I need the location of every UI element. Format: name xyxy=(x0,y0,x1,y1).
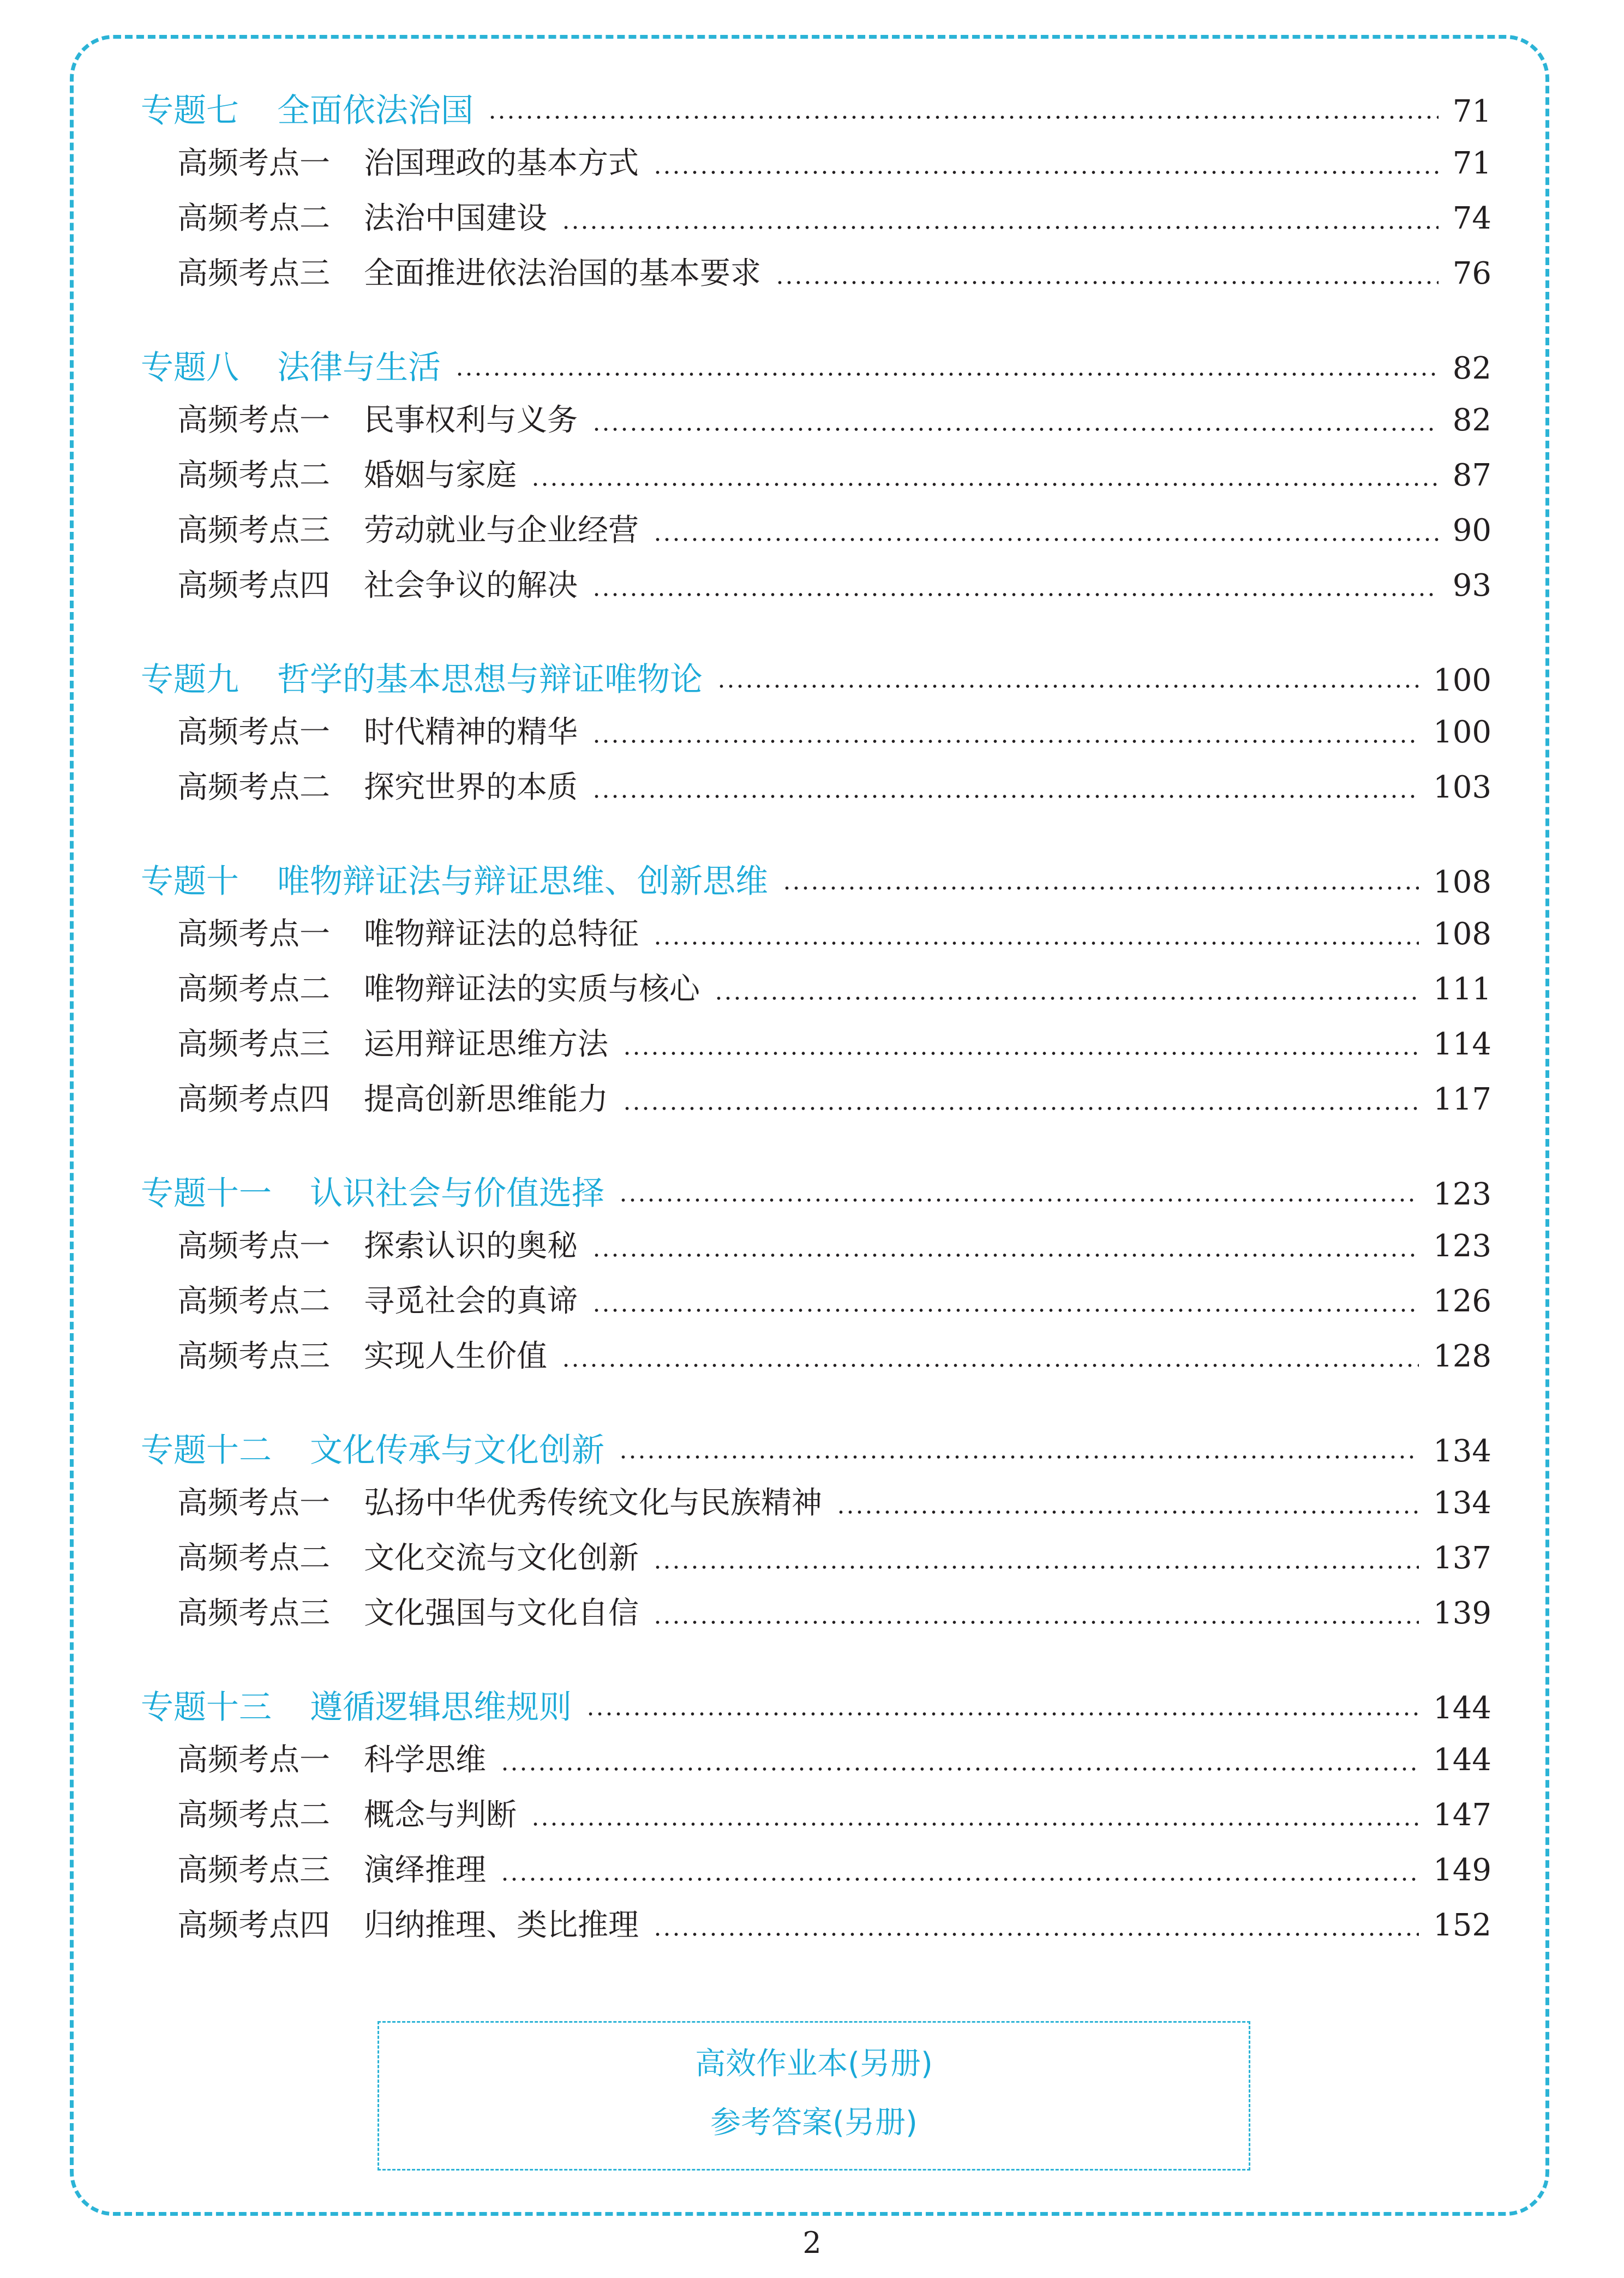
dot-leader xyxy=(592,593,1439,596)
point-id: 高频考点一 xyxy=(177,715,330,750)
point-title: 弘扬中华优秀传统文化与民族精神 xyxy=(364,1485,822,1521)
point-id: 高频考点二 xyxy=(177,770,330,805)
toc-point[interactable] xyxy=(141,1332,1491,1387)
toc-topic[interactable] xyxy=(141,341,1491,396)
toc-point[interactable] xyxy=(141,396,1491,451)
toc-topic[interactable] xyxy=(141,1681,1491,1736)
toc-point[interactable] xyxy=(141,506,1491,561)
point-title: 社会争议的解决 xyxy=(364,568,578,603)
point-id: 高频考点四 xyxy=(177,1908,330,1943)
point-title: 时代精神的精华 xyxy=(364,715,578,750)
toc-point[interactable] xyxy=(141,1020,1491,1075)
point-page: 71 xyxy=(1452,146,1491,181)
point-id: 高频考点一 xyxy=(177,146,330,181)
topic-title: 认识社会与价值选择 xyxy=(310,1174,604,1213)
point-page: 152 xyxy=(1433,1908,1491,1943)
point-title: 归纳推理、类比推理 xyxy=(364,1908,639,1943)
table-of-contents xyxy=(141,85,1491,1956)
toc-point[interactable] xyxy=(141,1479,1491,1534)
toc-point[interactable] xyxy=(141,1277,1491,1332)
topic-id: 专题十三 xyxy=(141,1688,272,1727)
point-title: 寻觅社会的真谛 xyxy=(364,1284,578,1319)
dot-leader xyxy=(500,1878,1419,1881)
point-title: 劳动就业与企业经营 xyxy=(364,513,639,548)
point-title: 文化交流与文化创新 xyxy=(364,1540,639,1576)
dot-leader xyxy=(488,116,1439,119)
toc-point[interactable] xyxy=(141,1589,1491,1644)
point-title: 提高创新思维能力 xyxy=(364,1082,608,1117)
point-page: 74 xyxy=(1452,201,1491,236)
point-id: 高频考点一 xyxy=(177,916,330,952)
point-id: 高频考点二 xyxy=(177,1284,330,1319)
topic-id: 专题七 xyxy=(141,92,239,130)
toc-point[interactable] xyxy=(141,139,1491,194)
toc-point[interactable] xyxy=(141,1846,1491,1901)
topic-id: 专题八 xyxy=(141,349,239,387)
point-title: 科学思维 xyxy=(364,1742,486,1778)
dot-leader xyxy=(531,483,1439,486)
topic-page: 144 xyxy=(1433,1690,1491,1726)
point-id: 高频考点一 xyxy=(177,1742,330,1778)
point-page: 134 xyxy=(1433,1485,1491,1521)
dot-leader xyxy=(455,373,1439,376)
point-page: 76 xyxy=(1452,256,1491,291)
point-page: 139 xyxy=(1433,1596,1491,1631)
dot-leader xyxy=(592,1254,1419,1257)
point-page: 111 xyxy=(1433,972,1491,1007)
toc-point[interactable] xyxy=(141,965,1491,1020)
dot-leader xyxy=(653,942,1419,945)
supplement-answers: 参考答案(另册) xyxy=(710,2105,918,2141)
point-id: 高频考点一 xyxy=(177,1485,330,1521)
point-title: 探究世界的本质 xyxy=(364,770,578,805)
point-title: 演绎推理 xyxy=(364,1853,486,1888)
page-number: 2 xyxy=(802,2226,822,2260)
topic-page: 82 xyxy=(1452,351,1491,386)
point-id: 高频考点二 xyxy=(177,972,330,1007)
point-page: 93 xyxy=(1452,568,1491,603)
point-page: 126 xyxy=(1433,1284,1491,1319)
dot-leader xyxy=(592,740,1419,743)
supplement-workbook: 高效作业本(另册) xyxy=(695,2046,933,2082)
dot-leader xyxy=(622,1107,1419,1110)
toc-point[interactable] xyxy=(141,1534,1491,1589)
toc-point[interactable] xyxy=(141,910,1491,965)
point-title: 运用辩证思维方法 xyxy=(364,1027,608,1062)
point-id: 高频考点一 xyxy=(177,1228,330,1264)
point-page: 90 xyxy=(1452,513,1491,548)
point-page: 117 xyxy=(1433,1082,1491,1117)
dot-leader xyxy=(592,428,1439,431)
toc-topic[interactable] xyxy=(141,85,1491,139)
point-title: 婚姻与家庭 xyxy=(364,458,517,493)
toc-topic[interactable] xyxy=(141,855,1491,910)
toc-topic[interactable] xyxy=(141,1167,1491,1222)
point-page: 108 xyxy=(1433,916,1491,952)
dot-leader xyxy=(653,538,1439,541)
point-page: 100 xyxy=(1433,715,1491,750)
point-id: 高频考点一 xyxy=(177,403,330,438)
point-page: 149 xyxy=(1433,1853,1491,1888)
dot-leader xyxy=(592,1309,1419,1312)
topic-page: 134 xyxy=(1433,1434,1491,1469)
dot-leader xyxy=(500,1767,1419,1771)
point-page: 82 xyxy=(1452,403,1491,438)
point-page: 147 xyxy=(1433,1797,1491,1833)
point-page: 103 xyxy=(1433,770,1491,805)
topic-page: 123 xyxy=(1433,1177,1491,1212)
dot-leader xyxy=(653,1933,1419,1936)
topic-title: 全面依法治国 xyxy=(277,92,474,130)
topic-page: 71 xyxy=(1452,94,1491,129)
dot-leader xyxy=(592,795,1419,798)
point-id: 高频考点三 xyxy=(177,256,330,291)
point-id: 高频考点二 xyxy=(177,1797,330,1833)
point-id: 高频考点三 xyxy=(177,1853,330,1888)
dot-leader xyxy=(782,886,1419,890)
topic-id: 专题十一 xyxy=(141,1174,272,1213)
dot-leader xyxy=(775,281,1439,284)
dot-leader xyxy=(622,1052,1419,1055)
topic-title: 法律与生活 xyxy=(277,349,441,387)
point-title: 民事权利与义务 xyxy=(364,403,578,438)
toc-topic[interactable] xyxy=(141,654,1491,708)
point-page: 123 xyxy=(1433,1228,1491,1264)
toc-topic[interactable] xyxy=(141,1424,1491,1479)
point-id: 高频考点二 xyxy=(177,201,330,236)
point-title: 实现人生价值 xyxy=(364,1339,547,1374)
toc-point[interactable] xyxy=(141,1791,1491,1846)
topic-id: 专题十二 xyxy=(141,1431,272,1470)
point-id: 高频考点三 xyxy=(177,1339,330,1374)
toc-point[interactable] xyxy=(141,763,1491,818)
topic-id: 专题十 xyxy=(141,862,239,901)
point-title: 唯物辩证法的实质与核心 xyxy=(364,972,700,1007)
toc-point[interactable] xyxy=(141,1075,1491,1130)
dot-leader xyxy=(619,1198,1419,1202)
point-page: 114 xyxy=(1433,1027,1491,1062)
point-page: 87 xyxy=(1452,458,1491,493)
topic-title: 哲学的基本思想与辩证唯物论 xyxy=(277,661,703,699)
dot-leader xyxy=(561,1364,1419,1367)
point-title: 概念与判断 xyxy=(364,1797,517,1833)
topic-page: 108 xyxy=(1433,865,1491,900)
point-id: 高频考点三 xyxy=(177,1027,330,1062)
dot-leader xyxy=(653,1621,1419,1624)
topic-title: 文化传承与文化创新 xyxy=(310,1431,604,1470)
point-id: 高频考点二 xyxy=(177,458,330,493)
toc-point[interactable] xyxy=(141,1222,1491,1277)
topic-title: 唯物辩证法与辩证思维、创新思维 xyxy=(277,862,768,901)
dot-leader xyxy=(714,997,1419,1000)
dot-leader xyxy=(531,1823,1419,1826)
point-title: 治国理政的基本方式 xyxy=(364,146,639,181)
toc-point[interactable] xyxy=(141,249,1491,304)
point-title: 法治中国建设 xyxy=(364,201,547,236)
point-id: 高频考点二 xyxy=(177,1540,330,1576)
toc-point[interactable] xyxy=(141,194,1491,249)
topic-page: 100 xyxy=(1433,663,1491,698)
point-id: 高频考点三 xyxy=(177,1596,330,1631)
point-title: 探索认识的奥秘 xyxy=(364,1228,578,1264)
point-page: 144 xyxy=(1433,1742,1491,1778)
dot-leader xyxy=(836,1510,1419,1514)
point-page: 128 xyxy=(1433,1339,1491,1374)
dot-leader xyxy=(619,1455,1419,1459)
point-title: 文化强国与文化自信 xyxy=(364,1596,639,1631)
dot-leader xyxy=(586,1712,1419,1716)
toc-point[interactable] xyxy=(141,451,1491,506)
point-page: 137 xyxy=(1433,1540,1491,1576)
toc-point[interactable] xyxy=(141,708,1491,763)
point-id: 高频考点四 xyxy=(177,568,330,603)
point-id: 高频考点三 xyxy=(177,513,330,548)
topic-id: 专题九 xyxy=(141,661,239,699)
toc-point[interactable] xyxy=(141,1901,1491,1956)
point-title: 全面推进依法治国的基本要求 xyxy=(364,256,761,291)
dot-leader xyxy=(561,226,1439,229)
toc-point[interactable] xyxy=(141,561,1491,616)
point-title: 唯物辩证法的总特征 xyxy=(364,916,639,952)
dot-leader xyxy=(717,685,1419,688)
supplement-box xyxy=(377,2021,1250,2171)
dot-leader xyxy=(653,1566,1419,1569)
topic-title: 遵循逻辑思维规则 xyxy=(310,1688,572,1727)
point-id: 高频考点四 xyxy=(177,1082,330,1117)
toc-point[interactable] xyxy=(141,1736,1491,1791)
dot-leader xyxy=(653,171,1439,174)
